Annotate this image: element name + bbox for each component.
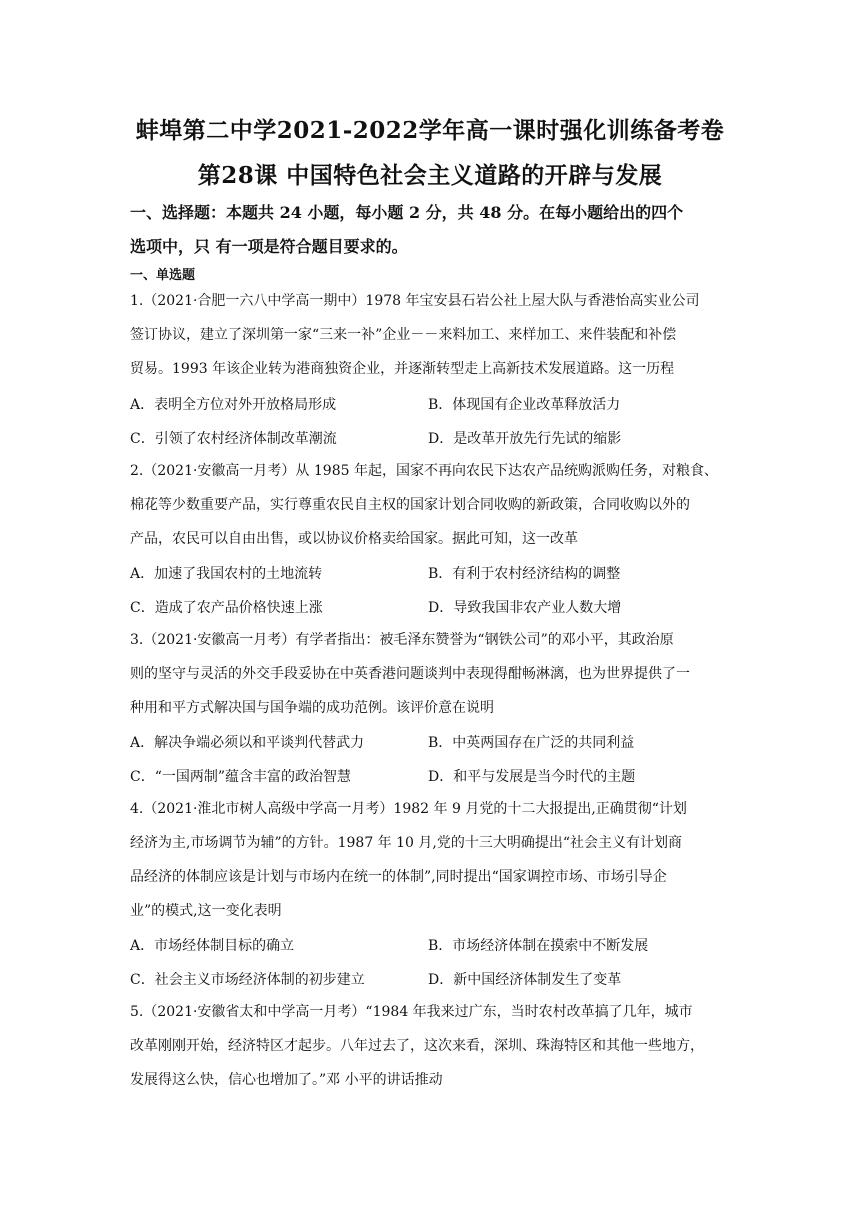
question-2-line-2: 棉花等少数重要产品，实行尊重农民自主权的国家计划合同收购的新政策，合同收购以外的	[130, 497, 690, 513]
question-4-option-b: B．市场经济体制在摸索中不断发展	[428, 938, 649, 954]
page-title: 蚌埠第二中学2021-2022学年高一课时强化训练备考卷	[135, 117, 725, 144]
question-3-option-b: B．中英两国存在广泛的共同利益	[428, 735, 635, 751]
lesson-title: 第28课 中国特色社会主义道路的开辟与发展	[197, 162, 663, 189]
question-4-line-3: 品经济的体制应该是计划与市场内在统一的体制”,同时提出“国家调控市场、市场引导企	[130, 869, 667, 885]
section-instruction-line-1: 一、选择题：本题共 24 小题，每小题 2 分，共 48 分。在每小题给出的四个	[130, 203, 684, 222]
question-4-option-d: D．新中国经济体制发生了变革	[428, 972, 622, 988]
question-2-option-c: C．造成了农产品价格快速上涨	[130, 600, 323, 616]
question-1-line-2: 签订协议，建立了深圳第一家“三来一补”企业－－来料加工、来样加工、来件装配和补偿	[130, 327, 677, 343]
question-5-line-1: 5.（2021·安徽省太和中学高一月考）“1984 年我来过广东，当时农村改革搞了几年，城市	[130, 1004, 693, 1020]
question-1-line-3: 贸易。1993 年该企业转为港商独资企业，并逐渐转型走上高新技术发展道路。这一历程	[130, 361, 675, 377]
section-instruction-line-2: 选项中，只 有一项是符合题目要求的。	[130, 237, 408, 256]
question-5-line-3: 发展得这么快，信心也增加了。”邓 小平的讲话推动	[130, 1072, 443, 1088]
question-1-option-b: B．体现国有企业改革释放活力	[428, 397, 621, 413]
question-4-line-2: 经济为主,市场调节为辅”的方针。1987 年 10 月,党的十三大明确提出“社会主义有计划商	[130, 835, 683, 851]
question-2-line-3: 产品，农民可以自由出售，或以协议价格卖给国家。据此可知，这一改革	[130, 531, 578, 547]
question-3-line-3: 种用和平方式解决国与国争端的成功范例。该评价意在说明	[130, 700, 494, 716]
section-heading	[130, 196, 730, 264]
question-2-option-a: A．加速了我国农村的土地流转	[130, 566, 323, 582]
question-4-option-a: A．市场经体制目标的确立	[130, 938, 295, 954]
question-3-line-2: 则的坚守与灵活的外交手段妥协在中英香港问题谈判中表现得酣畅淋漓，也为世界提供了一	[130, 666, 690, 682]
question-4-option-c: C．社会主义市场经济体制的初步建立	[130, 972, 365, 988]
question-1-option-a: A．表明全方位对外开放格局形成	[130, 397, 337, 413]
question-4-line-1: 4.（2021·淮北市树人高级中学高一月考）1982 年 9 月党的十二大报提出,正确贯彻“计划	[130, 801, 687, 817]
question-2-line-1: 2.（2021·安徽高一月考）从 1985 年起，国家不再向农民下达农产品统购派购任务，对粮食、	[130, 463, 718, 479]
question-1-option-d: D．是改革开放先行先试的缩影	[428, 431, 622, 447]
question-3-option-d: D．和平与发展是当今时代的主题	[428, 769, 636, 785]
question-1-option-c: C．引领了农村经济体制改革潮流	[130, 431, 337, 447]
question-5-line-2: 改革刚刚开始，经济特区才起步。八年过去了，这次来看，深圳、珠海特区和其他一些地方，	[130, 1038, 704, 1054]
subsection-heading: 一、单选题	[130, 268, 196, 283]
question-3-line-1: 3.（2021·安徽高一月考）有学者指出：被毛泽东赞誉为“钢铁公司”的邓小平，其政治原	[130, 632, 674, 648]
question-4-line-4: 业”的模式,这一变化表明	[130, 903, 282, 919]
question-3-option-a: A．解决争端必须以和平谈判代替武力	[130, 735, 365, 751]
question-2-option-d: D．导致我国非农产业人数大增	[428, 600, 622, 616]
question-3-option-c: C．“一国两制”蕴含丰富的政治智慧	[130, 769, 352, 785]
question-2-option-b: B．有利于农村经济结构的调整	[428, 566, 621, 582]
question-1-line-1: 1.（2021·合肥一六八中学高一期中）1978 年宝安县石岩公社上屋大队与香港怡高实业公司	[130, 293, 700, 309]
